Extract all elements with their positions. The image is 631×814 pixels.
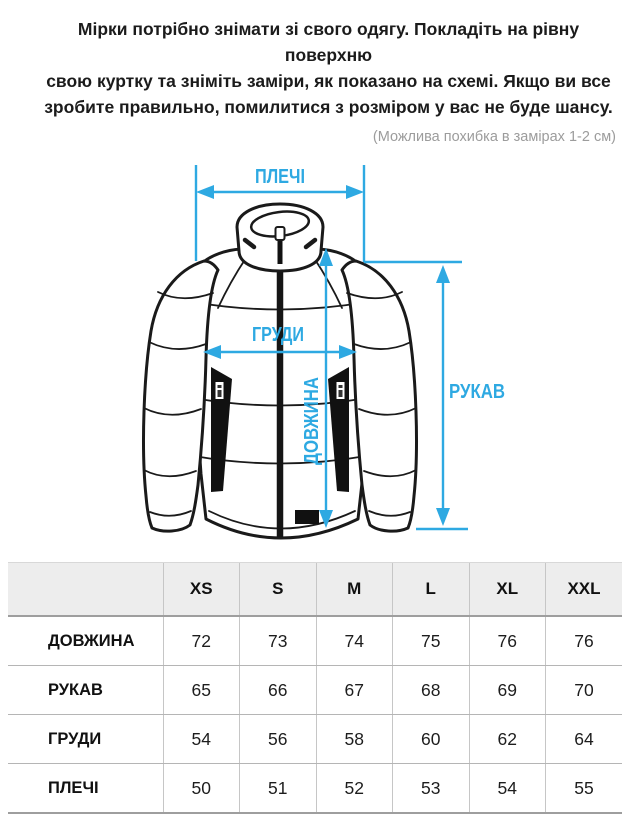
sleeve-s: 66 bbox=[240, 666, 317, 715]
shoulders-m: 52 bbox=[316, 764, 393, 814]
measuring-instructions bbox=[0, 0, 631, 120]
row-label-sleeve: РУКАВ bbox=[8, 666, 163, 715]
size-table-header-row bbox=[8, 563, 622, 617]
chest-l: 60 bbox=[393, 715, 470, 764]
chest-label: ГРУДИ bbox=[252, 324, 304, 346]
sleeve-xxl: 70 bbox=[546, 666, 623, 715]
chest-m: 58 bbox=[316, 715, 393, 764]
shoulders-arrowhead-right bbox=[346, 185, 364, 199]
chest-xxl: 64 bbox=[546, 715, 623, 764]
sleeve-label: РУКАВ bbox=[449, 381, 505, 403]
length-xl: 76 bbox=[469, 616, 546, 666]
size-col-m: M bbox=[316, 563, 393, 617]
row-label-length: ДОВЖИНА bbox=[8, 616, 163, 666]
shoulders-l: 53 bbox=[393, 764, 470, 814]
shoulders-xl: 54 bbox=[469, 764, 546, 814]
shoulders-arrowhead-left bbox=[196, 185, 214, 199]
size-table-corner-cell bbox=[8, 563, 163, 617]
table-row-length bbox=[8, 616, 622, 666]
length-xs: 72 bbox=[163, 616, 240, 666]
tolerance-note: (Можлива похибка в замірах 1-2 см) bbox=[372, 129, 616, 145]
length-s: 73 bbox=[240, 616, 317, 666]
chest-s: 56 bbox=[240, 715, 317, 764]
jacket-measurement-diagram bbox=[0, 146, 631, 559]
shoulders-xxl: 55 bbox=[546, 764, 623, 814]
sleeve-xl: 69 bbox=[469, 666, 546, 715]
left-logo-mark bbox=[218, 385, 222, 388]
right-logo-mark bbox=[339, 385, 343, 388]
zipper-slider bbox=[276, 227, 285, 240]
table-row-sleeve bbox=[8, 666, 622, 715]
chest-xl: 62 bbox=[469, 715, 546, 764]
table-row-shoulders bbox=[8, 764, 622, 814]
shoulders-label: ПЛЕЧІ bbox=[255, 166, 305, 188]
zipper bbox=[277, 264, 284, 537]
sleeve-xs: 65 bbox=[163, 666, 240, 715]
row-label-shoulders: ПЛЕЧІ bbox=[8, 764, 163, 814]
size-col-xxl: XXL bbox=[546, 563, 623, 617]
sleeve-m: 67 bbox=[316, 666, 393, 715]
size-col-s: S bbox=[240, 563, 317, 617]
table-row-chest bbox=[8, 715, 622, 764]
size-col-l: L bbox=[393, 563, 470, 617]
length-m: 74 bbox=[316, 616, 393, 666]
left-logo-mark2 bbox=[218, 390, 222, 397]
right-logo-mark2 bbox=[339, 390, 343, 397]
shoulders-xs: 50 bbox=[163, 764, 240, 814]
instructions-line-1: Мірки потрібно знімати зі свого одягу. Покладіть на рівну поверхню bbox=[77, 19, 580, 65]
zipper-pull-tab bbox=[278, 238, 283, 264]
sleeve-l: 68 bbox=[393, 666, 470, 715]
jacket-illustration bbox=[144, 204, 417, 538]
sleeve-arrowhead-top bbox=[436, 265, 450, 283]
instructions-line-2: свою куртку та зніміть заміри, як показано на схемі. Якщо ви все bbox=[46, 71, 611, 91]
length-label: ДОВЖИНА bbox=[301, 360, 323, 465]
instructions-line-3: зробите правильно, помилитися з розміром у вас не буде шансу. bbox=[44, 97, 613, 117]
size-table bbox=[8, 562, 622, 814]
size-col-xs: XS bbox=[163, 563, 240, 617]
sleeve-arrowhead-bottom bbox=[436, 508, 450, 526]
bottom-patch bbox=[295, 510, 319, 524]
row-label-chest: ГРУДИ bbox=[8, 715, 163, 764]
length-xxl: 76 bbox=[546, 616, 623, 666]
size-col-xl: XL bbox=[469, 563, 546, 617]
length-l: 75 bbox=[393, 616, 470, 666]
shoulders-s: 51 bbox=[240, 764, 317, 814]
chest-xs: 54 bbox=[163, 715, 240, 764]
